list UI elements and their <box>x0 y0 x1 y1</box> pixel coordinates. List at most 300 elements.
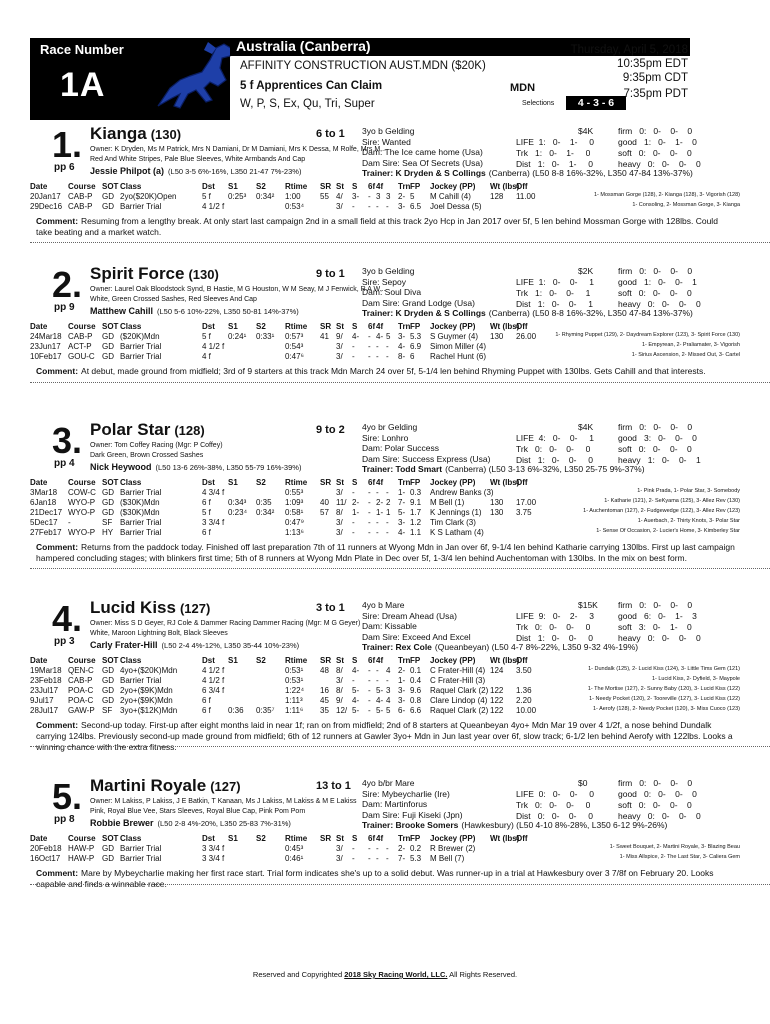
pp-header-jockey: Jockey (PP) <box>430 478 476 487</box>
pp-cell-sot: GD <box>102 332 114 341</box>
pp-cell-date: 27Feb17 <box>30 528 62 537</box>
race-time-edt: 10:35pm EDT <box>617 58 688 70</box>
pp-cell-s: 4- <box>352 696 360 705</box>
pp-cell-course: CAB-P <box>68 332 93 341</box>
pp-cell-fp: 9.6 <box>410 686 422 695</box>
pp-header-sot: SOT <box>102 834 119 843</box>
section-divider <box>30 884 770 885</box>
pp-cell-s6: - <box>368 676 371 685</box>
comment-text: Returns from the paddock today. Finished off last preparation 7th of 11 runners at Wyong Mdn in Jan over 6f, 9-1/4 len behind Katharie carrying 130lbs. First up last campaign hampered concluding stages; with blinkers first time; 5th of 8 runners at Wyong Mdn Plate in Dec over 5f, 1-3/4 len behind Auchentoman with 130lbs. In the mix on best form. <box>36 542 735 563</box>
pp-cell-s: - <box>352 202 355 211</box>
pp-cell-jockey: Rachel Hunt (6) <box>430 352 487 361</box>
career-distance: Dist 1: 0- 0- 1 <box>516 299 593 309</box>
race-comment <box>36 720 736 753</box>
surface-firm: firm 0: 0- 0- 0 <box>618 266 693 276</box>
pp-result: 1- Auchentoman (127), 2- Fudgewedge (122), 3- Allez Rev (123) <box>583 508 740 514</box>
pp-cell-course: WYO-P <box>68 508 96 517</box>
pp-cell-st: 3/ <box>336 854 343 863</box>
pp-cell-date: 20Feb18 <box>30 844 62 853</box>
surface-soft: soft 0: 0- 0- 0 <box>618 148 692 158</box>
earnings: $2K <box>578 266 594 276</box>
pp-header-date: Date <box>30 478 48 487</box>
pp-cell-s6: - <box>368 528 371 537</box>
jockey-line <box>90 166 301 176</box>
comment-text: Second-up today. First-up after eight months laid in near 1f; ran on from midfield; 2nd of 8 starters at Queanbeyan 4yo+ Mdn Mar 19 over 4 1/2f, a nose behind Dundalk carrying 124lbs. Previously second-up made ground from midfield; 6th of 12 runners at Gawler 3yo+ Mdn in Jun last year over 6f, slow track; 6-1/2 len behind Aerofy with 122lbs. Looks a winning chance with the extra fitness. <box>36 720 733 752</box>
pp-cell-jockey: K S Latham (4) <box>430 528 484 537</box>
career-track: Trk 0: 0- 0- 0 <box>516 622 591 632</box>
earnings: $4K <box>578 126 594 136</box>
pp-header-jockey: Jockey (PP) <box>430 322 476 331</box>
horse-name <box>90 420 205 440</box>
pp-cell-cls: Barrier Trial <box>120 844 162 853</box>
pp-cell-sot: GD <box>102 666 114 675</box>
pp-cell-jockey: K Jennings (1) <box>430 508 482 517</box>
pp-cell-s: 4- <box>352 332 360 341</box>
pp-cell-s: - <box>352 844 355 853</box>
pp-header-date: Date <box>30 322 48 331</box>
trainer-line <box>362 464 645 475</box>
pp-cell-s2: 0:35⁷ <box>256 706 275 715</box>
pp-cell-sot: GD <box>102 192 114 201</box>
career-distance: Dist 0: 0- 0- 0 <box>516 811 593 821</box>
pp-cell-st: 3/ <box>336 528 343 537</box>
pp-cell-cls: Barrier Trial <box>120 854 162 863</box>
pp-line-row <box>30 508 740 518</box>
pp-cell-fp: 5.3 <box>410 332 422 341</box>
surface-good: good 1: 0- 0- 1 <box>618 277 697 287</box>
pp-cell-s6: - <box>368 666 371 675</box>
pp-cell-off: 3.50 <box>516 666 532 675</box>
jockey-name: Nick Heywood <box>90 462 152 472</box>
pp-cell-f4: 4- <box>376 696 384 705</box>
pp-header-course: Course <box>68 478 96 487</box>
pp-header-sot: SOT <box>102 322 119 331</box>
pp-cell-sot: GD <box>102 676 114 685</box>
pp-cell-rtime: 0:57³ <box>285 332 304 341</box>
pp-cell-course: GOU-C <box>68 352 95 361</box>
pp-result: 1- Sweet Bouquet, 2- Martini Royale, 3- Blazing Beau <box>609 844 740 850</box>
comment-label: Comment: <box>36 720 79 730</box>
pp-header-s1: S1 <box>228 834 238 843</box>
pp-cell-trn: 3- <box>398 696 406 705</box>
pp-cell-jockey: R Brewer (2) <box>430 844 476 853</box>
pp-cell-dst: 6 f <box>202 706 211 715</box>
career-distance: Dist 1: 0- 1- 0 <box>516 159 593 169</box>
pp-cell-s2: 0:34² <box>256 508 275 517</box>
pp-cell-s6: - <box>368 508 371 517</box>
pp-cell-s6: - <box>368 192 371 201</box>
morning-line-odds: 3 to 1 <box>316 602 345 614</box>
morning-line-odds: 9 to 2 <box>316 424 345 436</box>
pp-cell-cls: ($20K)Mdn <box>120 332 160 341</box>
pp-cell-fp: 5 <box>410 192 415 201</box>
pp-cell-off: 10.00 <box>516 706 537 715</box>
sex-age: 4yo br Gelding <box>362 422 418 432</box>
pp-header-f4: 4f <box>376 834 384 843</box>
pp-cell-date: 3Mar18 <box>30 488 58 497</box>
pp-cell-jockey: Andrew Banks (3) <box>430 488 494 497</box>
pp-cell-s6: - <box>368 696 371 705</box>
pp-cell-wt: 122 <box>490 706 504 715</box>
pp-cell-fin: - <box>386 844 389 853</box>
morning-line-odds: 9 to 1 <box>316 268 345 280</box>
pp-cell-sr: 35 <box>320 706 329 715</box>
pp-header-date: Date <box>30 182 48 191</box>
pp-cell-s6: - <box>368 844 371 853</box>
pp-line-row <box>30 332 740 342</box>
pp-header-s6: 6f <box>368 478 376 487</box>
pp-cell-course: CAB-P <box>68 202 93 211</box>
track-name: Australia (Canberra) <box>236 38 371 54</box>
pp-cell-fin: 4 <box>386 696 391 705</box>
pp-cell-dst: 6 3/4 f <box>202 686 225 695</box>
owner-line: Owner: Tom Coffey Racing (Mgr: P Coffey) <box>90 442 223 449</box>
pp-cell-s: 4- <box>352 666 360 675</box>
pp-cell-rtime: 1:00 <box>285 192 301 201</box>
pp-cell-dst: 4 1/2 f <box>202 666 225 675</box>
surface-heavy: heavy 0: 0- 0- 0 <box>618 633 701 643</box>
comment-label: Comment: <box>36 366 79 376</box>
surface-heavy: heavy 1: 0- 0- 1 <box>618 455 701 465</box>
sire: Sire: Mybeycharlie (Ire) <box>362 788 450 799</box>
pp-cell-f4: - <box>376 518 379 527</box>
pp-cell-sot: GD <box>102 696 114 705</box>
dam-sire: Dam Sire: Grand Lodge (Usa) <box>362 297 475 308</box>
pp-result: 1- Sirius Ascension, 2- Missed Out, 3- Cartel <box>631 352 740 358</box>
pp-header-row <box>30 834 740 844</box>
pp-header-date: Date <box>30 656 48 665</box>
pp-cell-date: 6Jan18 <box>30 498 57 507</box>
post-position: pp 8 <box>54 814 75 825</box>
surface-soft: soft 0: 0- 0- 0 <box>618 288 692 298</box>
surface-soft: soft 0: 0- 0- 0 <box>618 800 692 810</box>
pp-header-sr: SR <box>320 322 332 331</box>
pp-cell-cls: 2yo+($9K)Mdn <box>120 696 173 705</box>
sire: Sire: Dream Ahead (Usa) <box>362 610 457 621</box>
pp-cell-dst: 3 3/4 f <box>202 844 225 853</box>
silks-line: Dark Green, Brown Crossed Sashes <box>90 452 204 459</box>
pp-cell-date: 16Oct17 <box>30 854 61 863</box>
race-comment <box>36 216 736 238</box>
pp-header-sr: SR <box>320 182 332 191</box>
pp-cell-f4: - <box>376 666 379 675</box>
pp-header-dst: Dst <box>202 834 215 843</box>
pp-result: 1- Aerofy (128), 2- Needy Pocket (120), 3- Miss Cuoco (123) <box>592 706 740 712</box>
pp-cell-fp: 0.1 <box>410 666 422 675</box>
pp-cell-off: 1.36 <box>516 686 532 695</box>
footer-brand: 2018 Sky Racing World, LLC. <box>344 970 448 979</box>
runner-number: 4. <box>52 598 83 639</box>
pp-line-row <box>30 686 740 696</box>
pp-cell-fp: 1.1 <box>410 528 422 537</box>
pp-header-sr: SR <box>320 834 332 843</box>
trainer-stats: (Canberra) (L50 8-8 16%-32%, L350 47-84 13%-37%) <box>488 308 693 318</box>
pp-cell-fp: 9.1 <box>410 498 422 507</box>
pp-header-trn: Trn <box>398 322 411 331</box>
pp-cell-s6: - <box>368 706 371 715</box>
pp-cell-s6: - <box>368 202 371 211</box>
pp-cell-trn: 3- <box>398 686 406 695</box>
dam-sire: Dam Sire: Success Express (Usa) <box>362 453 491 464</box>
horse-weight: (127) <box>179 601 211 616</box>
jockey-name: Carly Frater-Hill <box>90 640 158 650</box>
horse-name-text: Martini Royale <box>90 776 207 795</box>
surface-firm: firm 0: 0- 0- 0 <box>618 126 693 136</box>
race-time-pdt: 7:35pm PDT <box>623 88 688 100</box>
pp-header-sot: SOT <box>102 478 119 487</box>
horse-name-text: Polar Star <box>90 420 171 439</box>
pp-cell-s2: 0:33¹ <box>256 332 275 341</box>
pp-header-sot: SOT <box>102 182 119 191</box>
pp-cell-f4: - <box>376 342 379 351</box>
trainer-line <box>362 820 667 831</box>
pp-result: 1- Rhyming Puppet (129), 2- Daydream Explorer (123), 3- Spirit Force (130) <box>555 332 740 338</box>
post-position: pp 9 <box>54 302 75 313</box>
pp-cell-fp: 0.3 <box>410 488 422 497</box>
pp-cell-f4: 5- <box>376 706 384 715</box>
pp-header-sot: SOT <box>102 656 119 665</box>
pp-cell-dst: 4 1/2 f <box>202 202 225 211</box>
pp-line-row <box>30 518 740 528</box>
pp-cell-s1: 0:36 <box>228 706 244 715</box>
pp-cell-wt: 128 <box>490 192 504 201</box>
pp-cell-course: HAW-P <box>68 854 95 863</box>
pp-cell-f4: 5- <box>376 686 384 695</box>
sire: Sire: Lonhro <box>362 432 409 443</box>
pp-cell-date: 20Jan17 <box>30 192 61 201</box>
surface-firm: firm 0: 0- 0- 0 <box>618 600 693 610</box>
pp-cell-s: - <box>352 676 355 685</box>
pp-cell-course: WYO-P <box>68 528 96 537</box>
pp-cell-off: 26.00 <box>516 332 537 341</box>
pp-header-off: Off <box>516 656 528 665</box>
pp-header-course: Course <box>68 182 96 191</box>
career-life: LIFE 9: 0- 2- 3 <box>516 611 594 621</box>
pp-header-dst: Dst <box>202 322 215 331</box>
surface-soft: soft 3: 0- 1- 0 <box>618 622 692 632</box>
post-position: pp 4 <box>54 458 75 469</box>
pp-header-s: S <box>352 182 358 191</box>
pp-header-trn: Trn <box>398 182 411 191</box>
pp-header-s: S <box>352 322 358 331</box>
sire: Sire: Sepoy <box>362 276 406 287</box>
pp-cell-rtime: 1:13⁶ <box>285 528 304 537</box>
breeding-info <box>362 422 645 475</box>
pp-cell-st: 9/ <box>336 696 343 705</box>
race-conditions: 5 f Apprentices Can Claim <box>240 80 383 92</box>
pp-header-dst: Dst <box>202 478 215 487</box>
pp-cell-fin: 4 <box>386 666 391 675</box>
comment-text: At debut, made ground from midfield; 3rd of 9 starters at this track Mdn March 24 over 5f, 5-1/4 len behind Rhyming Puppet with 130lbs. Gets Cahill and that interests. <box>81 366 706 376</box>
jockey-name: Robbie Brewer <box>90 818 154 828</box>
pp-header-trn: Trn <box>398 478 411 487</box>
pp-header-rtime: Rtime <box>285 656 308 665</box>
pp-cell-st: 3/ <box>336 518 343 527</box>
pp-cell-dst: 5 f <box>202 508 211 517</box>
pp-cell-sot: GD <box>102 342 114 351</box>
pp-header-dst: Dst <box>202 656 215 665</box>
pp-cell-jockey: Joel Dessa (5) <box>430 202 482 211</box>
sex-age: 3yo b Gelding <box>362 126 415 136</box>
pp-header-s6: 6f <box>368 656 376 665</box>
pp-cell-course: GAW-P <box>68 706 95 715</box>
morning-line-odds: 13 to 1 <box>316 780 351 792</box>
pp-cell-trn: 7- <box>398 498 406 507</box>
pp-header-row <box>30 656 740 666</box>
pp-cell-fp: 0.2 <box>410 844 422 853</box>
career-track: Trk 1: 0- 1- 0 <box>516 148 591 158</box>
pp-cell-f4: 3 <box>376 192 381 201</box>
pp-line-row <box>30 844 740 854</box>
pp-cell-s1: 0:25³ <box>228 192 247 201</box>
pp-cell-f4: 1- <box>376 508 384 517</box>
pp-cell-date: 28Jul17 <box>30 706 59 715</box>
pp-header-dst: Dst <box>202 182 215 191</box>
pp-cell-dst: 4 1/2 f <box>202 342 225 351</box>
pp-header-f4: 4f <box>376 182 384 191</box>
pp-cell-fin: 2 <box>386 498 391 507</box>
pp-cell-dst: 4 f <box>202 352 211 361</box>
pp-cell-fp: 6.5 <box>410 202 422 211</box>
trainer-name: Trainer: Rex Cole <box>362 642 432 652</box>
pp-cell-dst: 3 3/4 f <box>202 854 225 863</box>
pp-header-st: St <box>336 656 344 665</box>
pp-header-wt: Wt (lbs) <box>490 322 520 331</box>
pp-cell-course: HAW-P <box>68 844 95 853</box>
horse-name <box>90 124 181 144</box>
pp-cell-st: 3/ <box>336 676 343 685</box>
pp-line-row <box>30 342 740 352</box>
career-distance: Dist 1: 0- 0- 0 <box>516 633 593 643</box>
pp-header-wt: Wt (lbs) <box>490 834 520 843</box>
career-life: LIFE 1: 0- 0- 1 <box>516 277 594 287</box>
pp-header-cls: Class <box>120 182 142 191</box>
pp-cell-fin: - <box>386 518 389 527</box>
pp-result: 1- Sense Of Occasion, 2- Lucier's Home, 3- Kimberley Star <box>596 528 740 534</box>
pp-cell-course: POA-C <box>68 696 94 705</box>
pp-cell-rtime: 0:58¹ <box>285 508 304 517</box>
pp-cell-off: 2.20 <box>516 696 532 705</box>
trainer-name: Trainer: K Dryden & S Collings <box>362 308 486 318</box>
section-divider <box>30 568 770 569</box>
pp-header-off: Off <box>516 182 528 191</box>
pp-cell-trn: 3- <box>398 332 406 341</box>
pp-cell-course: POA-C <box>68 686 94 695</box>
surface-heavy: heavy 0: 0- 0- 0 <box>618 159 701 169</box>
pp-cell-course: CAB-P <box>68 192 93 201</box>
pp-cell-cls: Barrier Trial <box>120 342 162 351</box>
pp-result: 1- Auerbach, 2- Thirty Knots, 3- Polar Star <box>637 518 740 524</box>
pp-header-s1: S1 <box>228 656 238 665</box>
pp-cell-s2: 0:34² <box>256 192 275 201</box>
horse-name-text: Lucid Kiss <box>90 598 176 617</box>
pp-cell-f4: - <box>376 528 379 537</box>
pp-cell-f4: - <box>376 202 379 211</box>
pp-line-row <box>30 666 740 676</box>
pp-result: 1- Empyrean, 2- Praliamater, 3- Vigorish <box>641 342 740 348</box>
pp-line-row <box>30 528 740 538</box>
pp-cell-fp: 5.3 <box>410 854 422 863</box>
jockey-stats: (L50 2-4 4%-12%, L350 35-44 10%-23%) <box>161 641 300 650</box>
trainer-line <box>362 642 638 653</box>
comment-label: Comment: <box>36 868 79 878</box>
pp-header-jockey: Jockey (PP) <box>430 182 476 191</box>
pp-cell-trn: 6- <box>398 706 406 715</box>
pp-cell-fin: - <box>386 676 389 685</box>
pp-cell-fin: - <box>386 488 389 497</box>
pp-header-s2: S2 <box>256 322 266 331</box>
pp-cell-fp: 0.4 <box>410 676 422 685</box>
horse-name <box>90 776 241 796</box>
pp-header-fp: FP <box>410 182 421 191</box>
pp-cell-sot: GD <box>102 854 114 863</box>
dam-sire: Dam Sire: Exceed And Excel <box>362 631 471 642</box>
surface-good: good 3: 0- 0- 0 <box>618 433 697 443</box>
pp-header-f4: 4f <box>376 478 384 487</box>
surface-soft: soft 0: 0- 0- 0 <box>618 444 692 454</box>
pp-cell-st: 3/ <box>336 844 343 853</box>
pp-cell-st: 3/ <box>336 202 343 211</box>
pp-cell-rtime: 1:11⁶ <box>285 706 304 715</box>
pp-cell-s1: 0:24¹ <box>228 332 247 341</box>
pp-cell-course: COW-C <box>68 488 96 497</box>
pp-cell-sot: GD <box>102 508 114 517</box>
earnings: $4K <box>578 422 594 432</box>
pp-cell-fin: 5 <box>386 332 391 341</box>
surface-good: good 6: 0- 1- 3 <box>618 611 697 621</box>
pp-header-date: Date <box>30 834 48 843</box>
owner-line: Owner: Miss S D Geyer, RJ Cole & Dammer Racing Dammer Racing (Mgr: M G Geyer) <box>90 620 361 627</box>
pp-cell-sot: GD <box>102 488 114 497</box>
pp-line-row <box>30 696 740 706</box>
pp-cell-fp: 6.9 <box>410 342 422 351</box>
pp-cell-sot: GD <box>102 498 114 507</box>
pp-cell-wt: 130 <box>490 498 504 507</box>
pp-cell-wt: 124 <box>490 666 504 675</box>
pp-cell-s6: - <box>368 332 371 341</box>
pp-cell-rtime: 0:47⁶ <box>285 352 304 361</box>
trainer-name: Trainer: Brooke Somers <box>362 820 459 830</box>
pp-cell-rtime: 0:47⁹ <box>285 518 304 527</box>
pp-cell-sr: 45 <box>320 696 329 705</box>
pp-result: 1- Katharie (121), 2- SeKyama (125), 3- Allez Rev (130) <box>604 498 740 504</box>
selections-value: 4 - 3 - 6 <box>566 96 626 110</box>
pp-cell-f4: 2- <box>376 498 384 507</box>
pp-result: 1- Lucid Kiss, 2- Dyfield, 3- Maypole <box>651 676 740 682</box>
pp-header-wt: Wt (lbs) <box>490 182 520 191</box>
pp-cell-jockey: Clare Lindop (4) <box>430 696 488 705</box>
pp-cell-fin: - <box>386 352 389 361</box>
pp-header-s2: S2 <box>256 656 266 665</box>
pp-line-row <box>30 854 740 864</box>
runner-number: 3. <box>52 420 83 461</box>
trainer-stats: (Canberra) (L50 8-8 16%-32%, L350 47-84 13%-37%) <box>488 168 693 178</box>
career-track: Trk 0: 0- 0- 0 <box>516 444 591 454</box>
footer-prefix: Reserved and Copyrighted <box>252 970 343 979</box>
pp-cell-trn: 8- <box>398 352 406 361</box>
pp-cell-sot: GD <box>102 844 114 853</box>
pp-cell-s6: - <box>368 352 371 361</box>
trainer-stats: (Queanbeyan) (L50 4-7 8%-22%, L350 9-32 4%-19%) <box>434 642 639 652</box>
pp-cell-wt: 122 <box>490 696 504 705</box>
pp-header-cls: Class <box>120 478 142 487</box>
pp-cell-date: 23Jun17 <box>30 342 61 351</box>
pp-cell-s: - <box>352 488 355 497</box>
pp-cell-course: CAB-P <box>68 676 93 685</box>
pp-cell-rtime: 0:46¹ <box>285 854 304 863</box>
dam: Dam: Kissable <box>362 621 417 631</box>
pp-cell-trn: 3- <box>398 518 406 527</box>
